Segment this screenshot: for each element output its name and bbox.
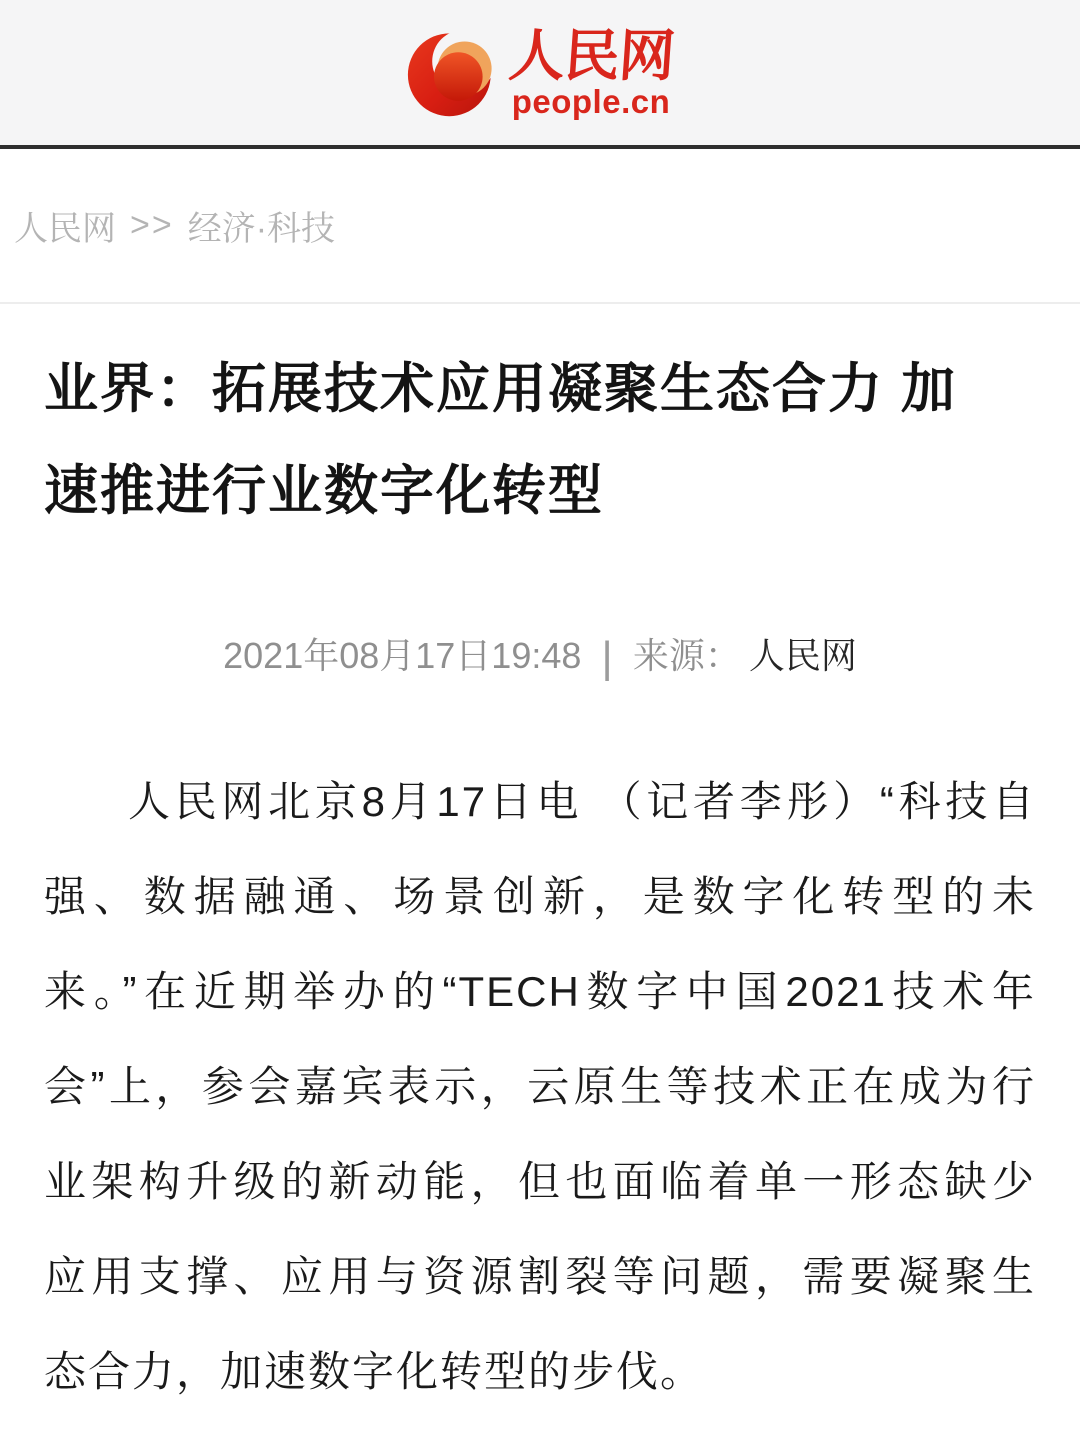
article-body — [44, 754, 1036, 1419]
source-label: 来源： — [632, 635, 741, 676]
article — [0, 338, 1080, 1439]
article-title-line: 速推进行业数字化转型 — [44, 461, 604, 521]
body-line: 强、数据融通、场景创新，是数字化转型的未 — [44, 873, 1036, 920]
breadcrumb-section-link[interactable]: 经济·科技 — [187, 210, 336, 248]
body-line: 应用支撑、应用与资源割裂等问题，需要凝聚生 — [44, 1253, 1036, 1300]
source-name: 人民网 — [748, 635, 857, 676]
article-title-line: 业界：拓展技术应用凝聚生态合力 加 — [44, 359, 958, 419]
article-meta — [44, 634, 1036, 680]
body-line: 来。”在近期举办的“TECH数字中国2021技术年 — [44, 968, 1036, 1015]
body-line: 人民网北京8月17日电 （记者李彤）“科技自 — [128, 778, 1036, 825]
breadcrumb — [0, 149, 1080, 302]
people-cn-swirl-logo-icon — [407, 26, 497, 120]
breadcrumb-divider — [0, 302, 1080, 304]
body-line: 业架构升级的新动能，但也面临着单一形态缺少 — [44, 1158, 1036, 1205]
logo-brand-en: people.cn — [511, 82, 671, 120]
breadcrumb-home-link[interactable]: 人民网 — [14, 210, 116, 248]
breadcrumb-separator: >> — [130, 206, 174, 244]
publish-date: 2021年08月17日19:48 — [223, 635, 582, 676]
site-logo[interactable] — [407, 22, 676, 120]
article-title — [44, 338, 1036, 542]
meta-separator: | — [601, 633, 613, 682]
logo-brand-cn: 人民网 — [506, 22, 676, 89]
site-header — [0, 0, 1080, 145]
body-line: 会”上，参会嘉宾表示，云原生等技术正在成为行 — [44, 1063, 1036, 1110]
body-line: 态合力，加速数字化转型的步伐。 — [44, 1348, 705, 1395]
